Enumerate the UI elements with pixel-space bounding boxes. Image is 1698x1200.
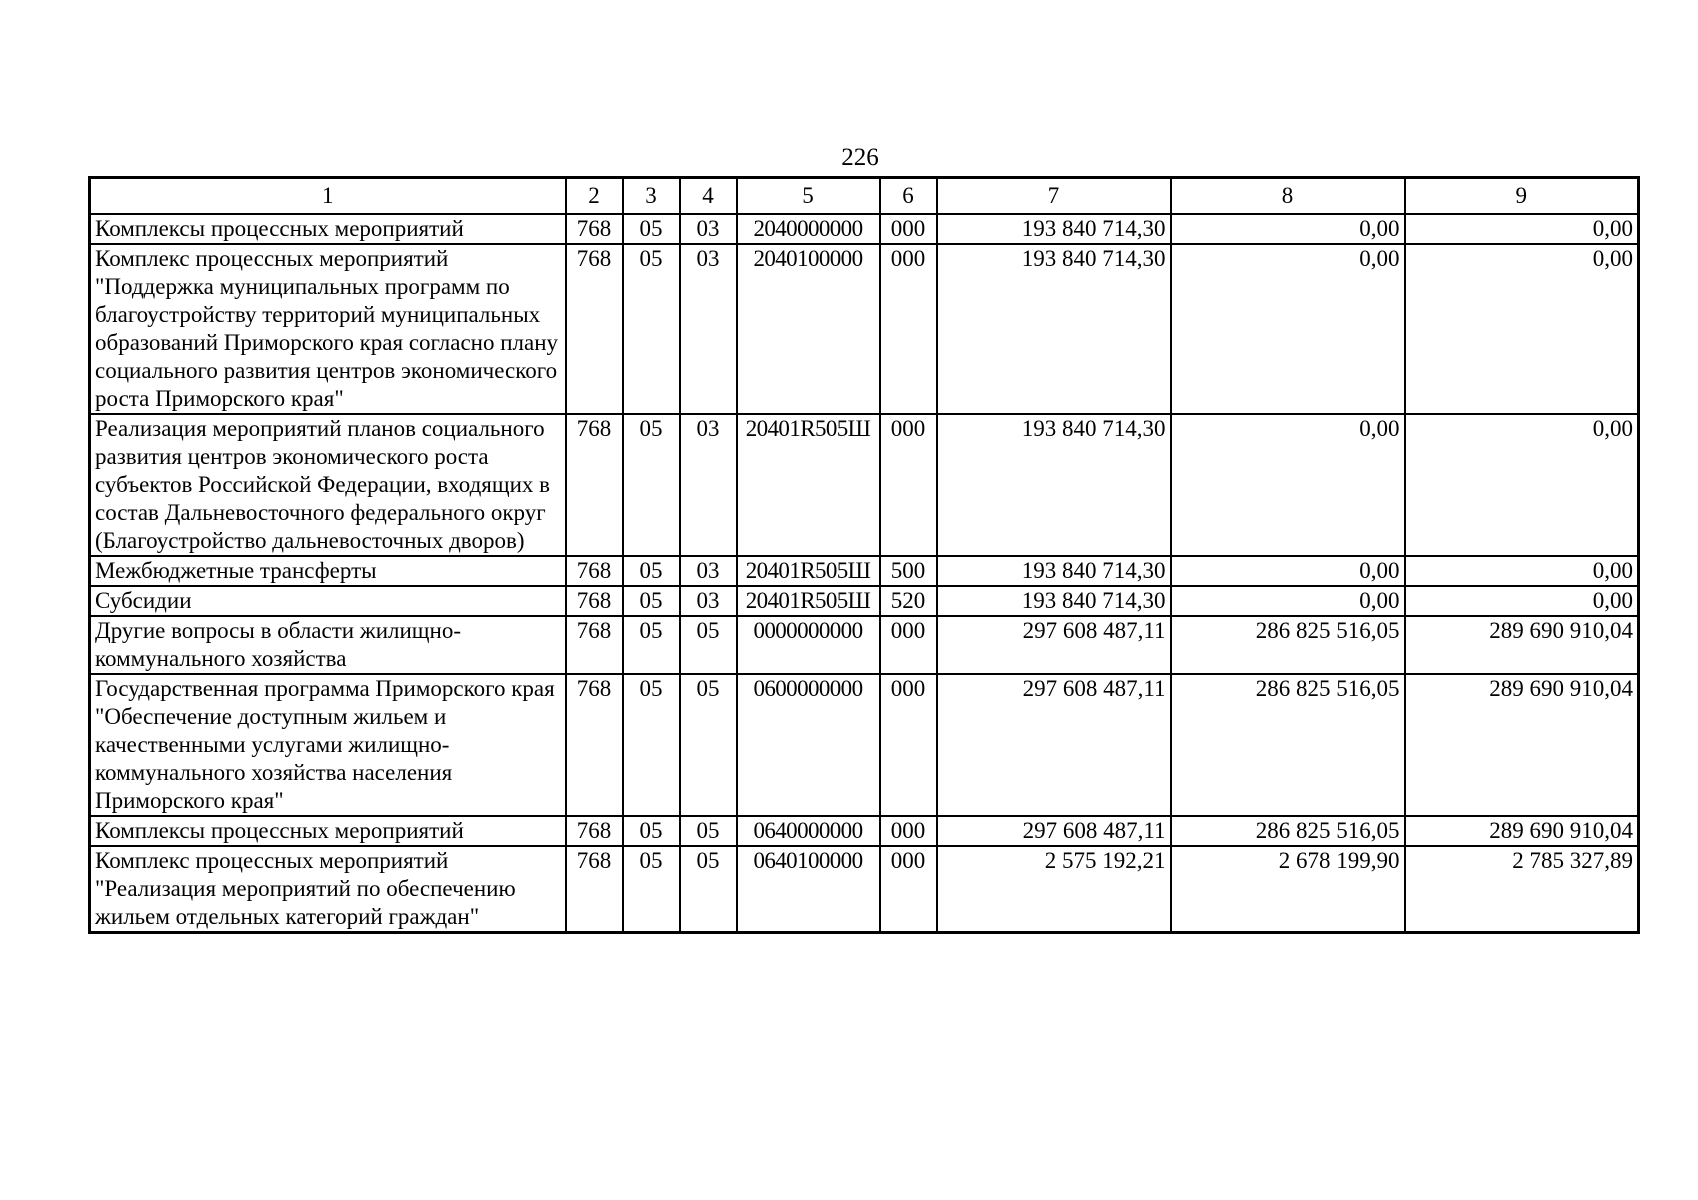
cell-amount-8: 0,00: [1171, 214, 1405, 244]
table-row: [90, 674, 1639, 816]
cell-amount-7: 193 840 714,30: [937, 244, 1171, 414]
cell-subsection: 03: [680, 586, 737, 616]
column-header: 9: [1405, 178, 1639, 215]
cell-amount-8: 2 678 199,90: [1171, 846, 1405, 933]
cell-subsection: 03: [680, 556, 737, 586]
cell-expense-type: 000: [880, 244, 937, 414]
cell-amount-9: 0,00: [1405, 556, 1639, 586]
cell-department: 768: [566, 556, 623, 586]
cell-target-article: 20401R505Ш: [737, 414, 880, 556]
cell-expense-type: 000: [880, 414, 937, 556]
cell-amount-7: 193 840 714,30: [937, 586, 1171, 616]
row-name: Комплекс процессных мероприятий "Реализация мероприятий по обеспечению жильем отдельных категорий граждан": [90, 846, 566, 933]
cell-expense-type: 000: [880, 674, 937, 816]
cell-subsection: 05: [680, 846, 737, 933]
row-name: Комплекс процессных мероприятий "Поддержка муниципальных программ по благоустройству территорий муниципальных образований Приморского края согласно плану социального развития центров экономического роста Приморского края": [90, 244, 566, 414]
table-row: [90, 414, 1639, 556]
cell-section: 05: [623, 244, 680, 414]
cell-subsection: 05: [680, 816, 737, 846]
cell-amount-8: 0,00: [1171, 414, 1405, 556]
cell-department: 768: [566, 214, 623, 244]
cell-target-article: 2040100000: [737, 244, 880, 414]
cell-amount-8: 0,00: [1171, 586, 1405, 616]
cell-amount-7: 297 608 487,11: [937, 616, 1171, 674]
cell-amount-8: 286 825 516,05: [1171, 616, 1405, 674]
table-row: [90, 214, 1639, 244]
cell-target-article: 0640000000: [737, 816, 880, 846]
column-header: 3: [623, 178, 680, 215]
column-header: 7: [937, 178, 1171, 215]
cell-subsection: 05: [680, 616, 737, 674]
cell-amount-9: 0,00: [1405, 414, 1639, 556]
page-number: 226: [841, 144, 879, 171]
cell-amount-9: 2 785 327,89: [1405, 846, 1639, 933]
row-name: Субсидии: [90, 586, 566, 616]
cell-amount-8: 0,00: [1171, 244, 1405, 414]
table-row: [90, 846, 1639, 933]
cell-amount-9: 0,00: [1405, 244, 1639, 414]
header-row: [90, 178, 1639, 215]
row-name: Межбюджетные трансферты: [90, 556, 566, 586]
cell-amount-9: 289 690 910,04: [1405, 816, 1639, 846]
cell-amount-9: 289 690 910,04: [1405, 674, 1639, 816]
cell-expense-type: 000: [880, 816, 937, 846]
cell-subsection: 03: [680, 214, 737, 244]
cell-subsection: 05: [680, 674, 737, 816]
column-header: 6: [880, 178, 937, 215]
column-header: 1: [90, 178, 566, 215]
cell-amount-8: 0,00: [1171, 556, 1405, 586]
table-row: [90, 816, 1639, 846]
column-header: 5: [737, 178, 880, 215]
cell-amount-7: 193 840 714,30: [937, 214, 1171, 244]
cell-subsection: 03: [680, 244, 737, 414]
table-row: [90, 616, 1639, 674]
cell-department: 768: [566, 846, 623, 933]
cell-target-article: 2040000000: [737, 214, 880, 244]
cell-department: 768: [566, 586, 623, 616]
cell-expense-type: 500: [880, 556, 937, 586]
cell-expense-type: 000: [880, 616, 937, 674]
cell-section: 05: [623, 556, 680, 586]
row-name: Комплексы процессных мероприятий: [90, 816, 566, 846]
table-row: [90, 586, 1639, 616]
row-name: Государственная программа Приморского края "Обеспечение доступным жильем и качественными услугами жилищно-коммунального хозяйства населения Приморского края": [90, 674, 566, 816]
cell-department: 768: [566, 244, 623, 414]
cell-amount-7: 2 575 192,21: [937, 846, 1171, 933]
cell-target-article: 20401R505Ш: [737, 586, 880, 616]
cell-target-article: 20401R505Ш: [737, 556, 880, 586]
cell-amount-9: 0,00: [1405, 586, 1639, 616]
cell-department: 768: [566, 414, 623, 556]
cell-amount-9: 0,00: [1405, 214, 1639, 244]
cell-target-article: 0600000000: [737, 674, 880, 816]
row-name: Реализация мероприятий планов социального развития центров экономического роста субъектов Российской Федерации, входящих в состав Дальневосточного федерального округ (Благоустройство дальневосточных дворов): [90, 414, 566, 556]
cell-expense-type: 000: [880, 214, 937, 244]
cell-target-article: 0640100000: [737, 846, 880, 933]
cell-department: 768: [566, 674, 623, 816]
cell-expense-type: 000: [880, 846, 937, 933]
table-row: [90, 556, 1639, 586]
cell-department: 768: [566, 816, 623, 846]
budget-table: [88, 176, 1640, 934]
cell-section: 05: [623, 616, 680, 674]
row-name: Другие вопросы в области жилищно-коммунального хозяйства: [90, 616, 566, 674]
cell-amount-8: 286 825 516,05: [1171, 674, 1405, 816]
column-header: 8: [1171, 178, 1405, 215]
table-row: [90, 244, 1639, 414]
cell-expense-type: 520: [880, 586, 937, 616]
cell-section: 05: [623, 674, 680, 816]
column-header: 4: [680, 178, 737, 215]
cell-section: 05: [623, 816, 680, 846]
cell-section: 05: [623, 414, 680, 556]
cell-amount-8: 286 825 516,05: [1171, 816, 1405, 846]
cell-section: 05: [623, 214, 680, 244]
cell-section: 05: [623, 846, 680, 933]
cell-section: 05: [623, 586, 680, 616]
row-name: Комплексы процессных мероприятий: [90, 214, 566, 244]
cell-target-article: 0000000000: [737, 616, 880, 674]
cell-amount-9: 289 690 910,04: [1405, 616, 1639, 674]
cell-amount-7: 193 840 714,30: [937, 556, 1171, 586]
cell-subsection: 03: [680, 414, 737, 556]
cell-amount-7: 297 608 487,11: [937, 674, 1171, 816]
cell-department: 768: [566, 616, 623, 674]
cell-amount-7: 193 840 714,30: [937, 414, 1171, 556]
cell-amount-7: 297 608 487,11: [937, 816, 1171, 846]
column-header: 2: [566, 178, 623, 215]
